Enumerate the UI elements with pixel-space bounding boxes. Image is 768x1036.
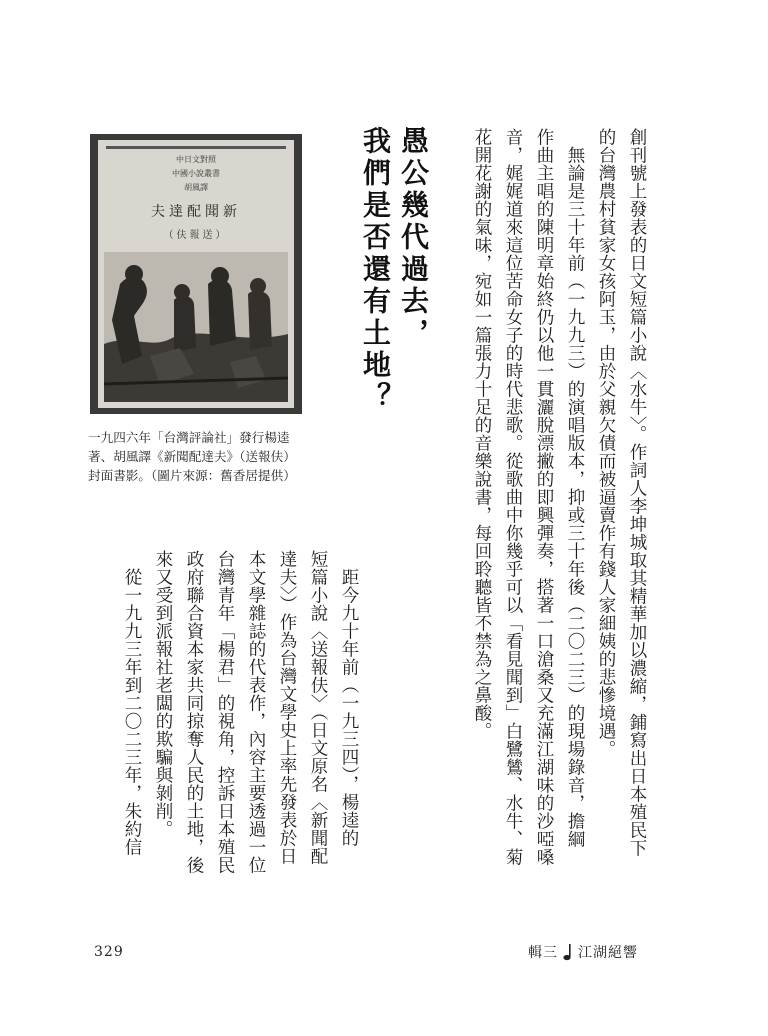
caption-line: 一九四六年「台灣評論社」發行楊逵 [88,430,290,445]
section-heading [356,126,432,414]
body-line: 達夫〉）作為台灣文學史上率先發表於日 [277,550,297,866]
body-line: 本文學雜誌的代表作，內容主要透過一位 [246,550,266,874]
cover-subtitle: （伕報送） [163,230,229,241]
body-line: 作曲主唱的陳明章始終仍以他一貫灑脫漂撇的即興彈奏，搭著一口滄桑又充滿江湖味的沙啞嗓 [534,128,554,866]
heading-line: 愚公幾代過去， [397,126,430,350]
caption-line: 著、胡風譯《新聞配達夫》（送報伕） [88,449,296,464]
body-line: 台灣青年「楊君」的視角，控訴日本殖民 [215,550,235,874]
body-line: 創刊號上發表的日文短篇小說〈水牛〉。作詞人李坤城取其精華加以濃縮，鋪寫出日本殖民下 [627,128,647,858]
body-line: 來又受到派報社老闆的欺騙與剝削。 [153,550,173,838]
section-label: 輯三 [528,945,558,961]
body-line: 花開花謝的氣味，宛如一篇張力十足的音樂說書，每回聆聽皆不禁為之鼻酸。 [472,128,492,740]
chapter-label: 江湖絕響 [578,945,638,961]
body-line: 無論是三十年前（一九九三）的演唱版本，抑或三十年後（二〇二三）的現場錄音，擔綱 [565,128,585,848]
body-line: 音，娓娓道來這位苦命女子的時代悲歌。從歌曲中你幾乎可以「看見聞到」白鷺鷥、水牛、菊 [503,128,523,866]
music-note-icon [562,943,574,961]
photo-caption [88,428,308,485]
running-head [528,942,638,962]
body-line: 從一九九三年到二〇二三年，朱約信 [122,550,142,856]
body-line: 的台灣農村貧家女孩阿玉，由於父親欠債而被逼賣作有錢人家細姨的悲慘境遇。 [596,128,616,758]
cover-title: 夫達配聞新 [151,204,241,220]
body-line: 短篇小說〈送報伕〉（日文原名〈新聞配 [308,550,328,866]
body-line: 距今九十年前（一九三四），楊逵的 [339,550,359,848]
body-text-right [466,128,652,866]
cover-translator: 胡風譯 [184,183,208,192]
body-text-left [116,550,364,874]
heading-line: 我們是否還有土地？ [359,126,392,414]
cover-series-2: 中國小說叢書 [172,169,220,178]
caption-line: 封面書影。（圖片來源：舊香居提供） [88,468,296,483]
cover-series: 中日文對照 [176,155,216,164]
page-number: 329 [94,944,124,960]
book-cover-photo [90,134,302,414]
body-line: 政府聯合資本家共同掠奪人民的土地，後 [184,550,204,874]
